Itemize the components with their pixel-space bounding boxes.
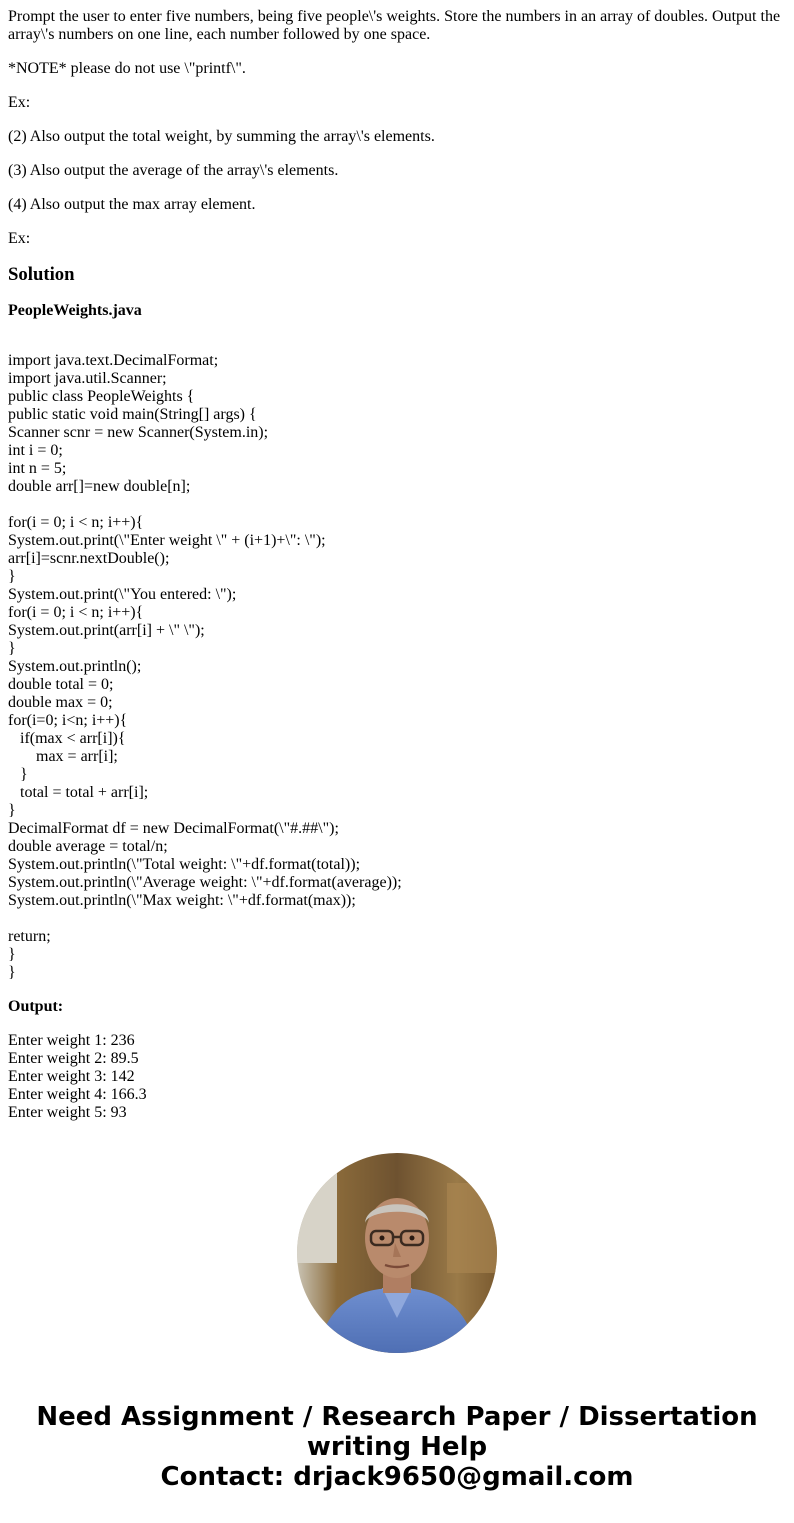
code-line: } [8,964,16,981]
code-line: for(i=0; i<n; i++){ [8,712,128,729]
question-step-4: (4) Also output the max array element. [8,196,256,213]
code-block [8,352,786,982]
output-line: Enter weight 2: 89.5 [8,1050,139,1067]
question-example-label-1: Ex: [8,94,31,111]
output-line: Enter weight 4: 166.3 [8,1086,147,1103]
output-title: Output: [8,998,64,1015]
code-line: return; [8,928,51,945]
code-line: Scanner scnr = new Scanner(System.in); [8,424,269,441]
output-line: Enter weight 5: 93 [8,1104,127,1121]
banner-line-2: writing Help [306,1432,488,1462]
code-line: System.out.println(); [8,658,142,675]
author-portrait-image [297,1153,497,1353]
code-line: System.out.print(arr[i] + \" \"); [8,622,205,639]
code-line: System.out.println(\"Max weight: \"+df.format(max)); [8,892,356,909]
code-line: System.out.print(\"You entered: \"); [8,586,237,603]
code-line: public class PeopleWeights { [8,388,195,405]
code-line: double max = 0; [8,694,113,711]
question-example-label-2: Ex: [8,230,31,247]
output-line: Enter weight 1: 236 [8,1032,135,1049]
question-intro: Prompt the user to enter five numbers, being five people\'s weights. Store the numbers in an array of doubles. Output the array\'s numbers on one line, each number followed by one space. [8,8,781,43]
code-line: } [8,640,16,657]
code-line: System.out.println(\"Total weight: \"+df.format(total)); [8,856,361,873]
author-avatar [297,1153,497,1353]
code-line: arr[i]=scnr.nextDouble(); [8,550,170,567]
code-line: } [8,568,16,585]
code-line [8,910,786,928]
code-line: import java.text.DecimalFormat; [8,352,219,369]
code-line: for(i = 0; i < n; i++){ [8,514,144,531]
code-line: } [8,946,16,963]
code-line: DecimalFormat df = new DecimalFormat(\"#.##\"); [8,820,339,837]
code-line: if(max < arr[i]){ [8,730,126,747]
banner-line-1: Need Assignment / Research Paper / Dissertation [36,1402,758,1432]
code-line: System.out.print(\"Enter weight \" + (i+1)+\": \"); [8,532,326,549]
question-step-2: (2) Also output the total weight, by summing the array\'s elements. [8,128,435,145]
code-line: double total = 0; [8,676,114,693]
banner-contact-line: Contact: drjack9650@gmail.com [160,1462,634,1492]
code-line: int i = 0; [8,442,63,459]
code-line: total = total + arr[i]; [8,784,149,801]
question-step-3: (3) Also output the average of the array\'s elements. [8,162,339,179]
solution-filename: PeopleWeights.java [8,302,142,319]
code-line: double arr[]=new double[n]; [8,478,191,495]
output-line: Enter weight 3: 142 [8,1068,135,1085]
output-block [8,1032,786,1121]
code-line: double average = total/n; [8,838,168,855]
code-line: max = arr[i]; [8,748,118,765]
code-line: } [8,766,28,783]
code-line: } [8,802,16,819]
code-line: for(i = 0; i < n; i++){ [8,604,144,621]
code-line: public static void main(String[] args) { [8,406,257,423]
code-line: import java.util.Scanner; [8,370,167,387]
contact-banner [0,1402,794,1492]
code-line: int n = 5; [8,460,67,477]
document-content [8,8,786,1121]
code-line: System.out.println(\"Average weight: \"+df.format(average)); [8,874,402,891]
code-line [8,496,786,514]
question-note: *NOTE* please do not use \"printf\". [8,60,246,77]
solution-heading: Solution [8,264,75,285]
